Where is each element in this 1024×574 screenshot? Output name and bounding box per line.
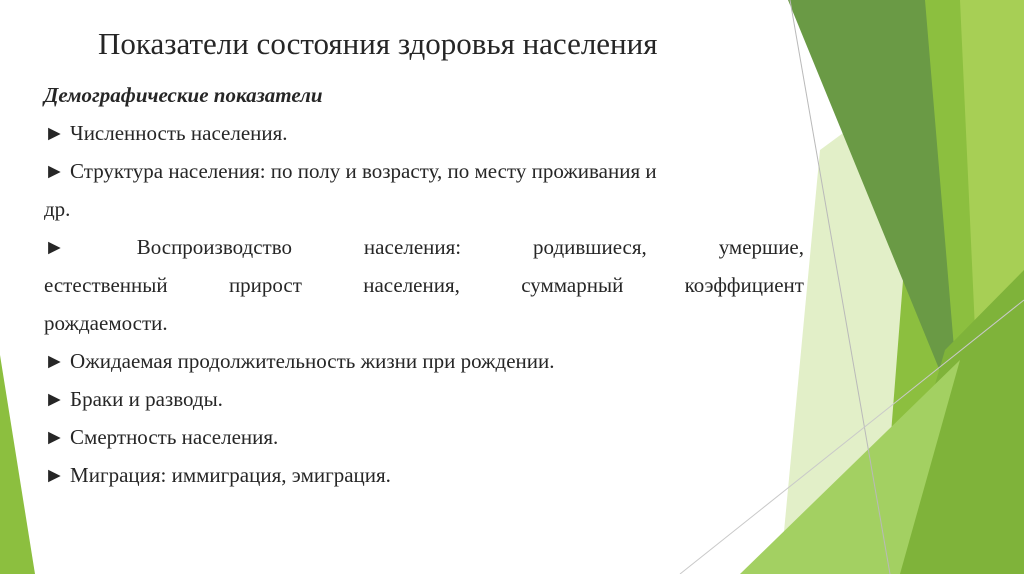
bullet-icon: ► (44, 349, 65, 373)
bullet-item-reproduction (44, 228, 804, 266)
bullet-text: Численность населения. (70, 121, 288, 145)
bullet-item-population (44, 114, 804, 152)
bullet-icon: ► (44, 121, 65, 145)
bullet-text: Браки и разводы. (70, 387, 223, 411)
word: суммарный (521, 273, 624, 297)
bullet-text: Смертность населения. (70, 425, 279, 449)
bullet-item-reproduction-end: рождаемости. (44, 311, 168, 335)
slide-content (44, 76, 804, 494)
bullet-icon: ► (44, 387, 65, 411)
word: естественный (44, 273, 168, 297)
word: прирост (228, 273, 302, 297)
bullet-text: Миграция: иммиграция, эмиграция. (70, 463, 391, 487)
bullet-text: Ожидаемая продолжительность жизни при рождении. (70, 349, 555, 373)
bullet-item-mortality (44, 418, 804, 456)
bullet-item-structure-cont: др. (44, 197, 71, 221)
bullet-icon: ► (44, 463, 65, 487)
word: родившиеся, (533, 235, 647, 259)
word: Воспроизводство (136, 235, 292, 259)
bullet-icon: ► (44, 159, 65, 183)
facet-left-strip (0, 355, 35, 574)
bullet-text-structure (44, 152, 657, 190)
word: населения: (363, 235, 462, 259)
word: умершие, (718, 235, 804, 259)
bullet-item-structure (44, 152, 804, 190)
word: населения, (363, 273, 460, 297)
bullet-icon: ► (44, 425, 65, 449)
slide-title: Показатели состояния здоровья населения (98, 26, 658, 61)
bullet-item-reproduction-cont (44, 266, 804, 304)
bullet-icon: ► (44, 235, 65, 259)
bullet-text: Структура населения: по полу и возрасту, по месту проживания и (70, 159, 657, 183)
bullet-item-life-expectancy (44, 342, 804, 380)
bullet-item-marriages (44, 380, 804, 418)
word: коэффициент (684, 273, 804, 297)
bullet-item-migration (44, 456, 804, 494)
section-subtitle: Демографические показатели (44, 83, 323, 107)
